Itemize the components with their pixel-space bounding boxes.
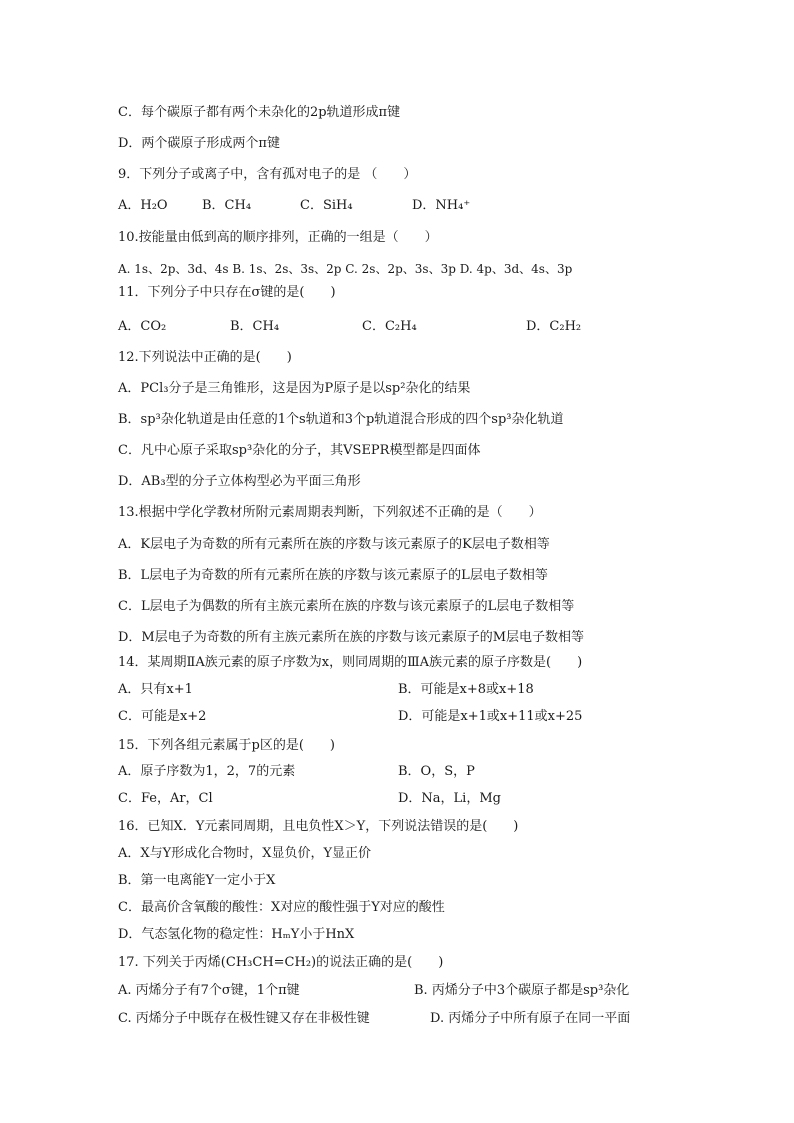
q14-stem: 14．某周期ⅡA族元素的原子序数为x，则同周期的ⅢA族元素的原子序数是( ) bbox=[118, 655, 583, 670]
q14-option-c: C．可能是x+2 bbox=[118, 709, 207, 724]
q14-option-d: D．可能是x+1或x+11或x+25 bbox=[398, 709, 583, 724]
q17-option-d: D. 丙烯分子中所有原子在同一平面 bbox=[430, 1011, 631, 1026]
q15-option-c: C．Fe，Ar，Cl bbox=[118, 791, 213, 806]
q15-option-d: D．Na，Li，Mg bbox=[398, 791, 501, 806]
q16-stem: 16．已知X．Y元素同周期，且电负性X＞Y，下列说法错误的是( ) bbox=[118, 819, 519, 834]
q13-option-d: D．M层电子为奇数的所有主族元素所在族的序数与该元素原子的M层电子数相等 bbox=[118, 630, 585, 645]
q14-option-b: B．可能是x+8或x+18 bbox=[398, 682, 534, 697]
q12-option-a: A．PCl₃分子是三角锥形，这是因为P原子是以sp²杂化的结果 bbox=[118, 381, 471, 396]
q11-option-d: D．C₂H₂ bbox=[526, 319, 582, 334]
q11-option-c: C．C₂H₄ bbox=[362, 319, 417, 334]
q9-stem: 9．下列分子或离子中，含有孤对电子的是 （ ） bbox=[118, 167, 417, 182]
q11-option-a: A．CO₂ bbox=[118, 319, 167, 334]
q9-option-b: B．CH₄ bbox=[202, 198, 252, 213]
q8-option-d: D．两个碳原子形成两个π键 bbox=[118, 136, 280, 151]
q10-stem: 10.按能量由低到高的顺序排列，正确的一组是（ ） bbox=[118, 230, 438, 245]
q15-option-b: B．O，S，P bbox=[398, 764, 475, 779]
q15-option-a: A．原子序数为1，2，7的元素 bbox=[118, 764, 296, 779]
q8-option-c: C．每个碳原子都有两个未杂化的2p轨道形成π键 bbox=[118, 105, 401, 120]
q12-option-b: B．sp³杂化轨道是由任意的1个s轨道和3个p轨道混合形成的四个sp³杂化轨道 bbox=[118, 412, 564, 427]
q17-option-b: B. 丙烯分子中3个碳原子都是sp³杂化 bbox=[414, 983, 630, 998]
q16-option-b: B．第一电离能Y一定小于X bbox=[118, 873, 276, 888]
q11-stem: 11．下列分子中只存在σ键的是( ) bbox=[118, 285, 336, 300]
q13-option-c: C．L层电子为偶数的所有主族元素所在族的序数与该元素原子的L层电子数相等 bbox=[118, 599, 575, 614]
q17-stem: 17. 下列关于丙烯(CH₃CH=CH₂)的说法正确的是( ) bbox=[118, 955, 444, 970]
q13-option-b: B．L层电子为奇数的所有元素所在族的序数与该元素原子的L层电子数相等 bbox=[118, 568, 548, 583]
q17-option-a: A. 丙烯分子有7个σ键，1个π键 bbox=[118, 983, 300, 998]
q11-option-b: B．CH₄ bbox=[230, 319, 280, 334]
q12-option-d: D．AB₃型的分子立体构型必为平面三角形 bbox=[118, 474, 361, 489]
q9-option-a: A．H₂O bbox=[118, 198, 168, 213]
q9-option-d: D．NH₄⁺ bbox=[412, 198, 471, 213]
q14-option-a: A．只有x+1 bbox=[118, 682, 193, 697]
q13-stem: 13.根据中学化学教材所附元素周期表判断，下列叙述不正确的是（ ） bbox=[118, 505, 542, 520]
q16-option-d: D．气态氢化物的稳定性：HₘY小于HnX bbox=[118, 927, 355, 942]
q12-stem: 12.下列说法中正确的是( ) bbox=[118, 350, 292, 365]
q16-option-a: A．X与Y形成化合物时，X显负价，Y显正价 bbox=[118, 846, 372, 861]
q17-option-c: C. 丙烯分子中既存在极性键又存在非极性键 bbox=[118, 1011, 370, 1026]
q13-option-a: A．K层电子为奇数的所有元素所在族的序数与该元素原子的K层电子数相等 bbox=[118, 537, 550, 552]
q15-stem: 15．下列各组元素属于p区的是( ) bbox=[118, 738, 336, 753]
q12-option-c: C．凡中心原子采取sp³杂化的分子，其VSEPR模型都是四面体 bbox=[118, 443, 481, 458]
q16-option-c: C．最高价含氧酸的酸性：X对应的酸性强于Y对应的酸性 bbox=[118, 900, 445, 915]
q9-option-c: C．SiH₄ bbox=[300, 198, 353, 213]
q10-options: A. 1s、2p、3d、4s B. 1s、2s、3s、2p C. 2s、2p、3s、3p D. 4p、3d、4s、3p bbox=[118, 262, 573, 276]
